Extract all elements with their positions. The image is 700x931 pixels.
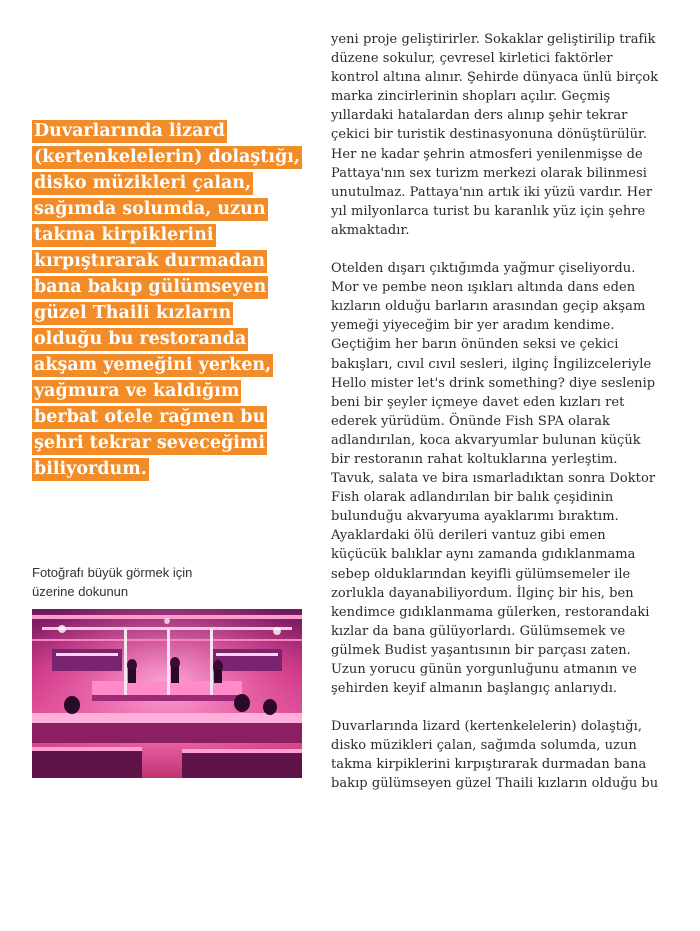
bar-interior-photo[interactable] (32, 609, 302, 778)
pull-quote (32, 118, 304, 482)
photo-caption: Fotoğrafı büyük görmek için üzerine dokunun (32, 565, 193, 599)
pull-quote-text: Duvarlarında lizard (kertenkelelerin) dolaştığı, disko müzikleri çalan, sağımda solumda, uzun takma kirpiklerini kırpıştırarak durmadan bana bakıp gülümseyen güzel Thaili kızların olduğu bu restoranda akşam yemeğini yerken, yağmura ve kaldığım berbat otele rağmen bu şehri tekrar seveceğimi biliyordum. (34, 121, 300, 479)
article-body (331, 30, 663, 794)
article-paragraph-2: Otelden dışarı çıktığımda yağmur çiseliyordu. Mor ve pembe neon ışıkları altında dans eden kızların olduğu barların arasından geçip akşam yemeği yiyeceğim bir yer aradım kendime. Geçtiğim her barın önünden seksi ve çekici bakışları, cıvıl cıvıl sesleri, ilginç İngilizceleriyle Hello mister let's drink something? diye seslenip beni bir şeyler içmeye davet eden kızları ret ederek yürüdüm. Önünde Fish SPA olarak adlandırılan, koca akvaryumlar bulunan küçük bir restoranın rahat koltuklarına yerleştim. Tavuk, salata ve bira ısmarladıktan sonra Doktor Fish olarak adlandırılan bir balık çeşidinin bulunduğu akvaryuma ayaklarımı bıraktım. Ayaklardaki ölü derileri vantuz gibi emen küçücük balıklar aynı zamanda gıdıklanmama sebep olduklarından keyifli gülümsemeler ile zorlukla dayanabiliyordum. İlginç bir his, ben kendimce gıdıklanmama gülerken, restorandaki kızlar da bana gülüyorlardı. Gülümsemek ve gülmek Budist yaşantısının bir parçası zaten. Uzun yorucu günün yorgunluğunu atmanın ve şehirden keyif almanın başlangıç anlarıydı. (331, 261, 656, 697)
article-paragraph-1: yeni proje geliştirirler. Sokaklar geliştirilip trafik düzene sokulur, çevresel kirletici faktörler kontrol altına alınır. Şehirde dünyaca ünlü birçok marka zincirlerinin shopları açılır. Geçmiş yıllardaki hatalardan ders alınıp şehir tekrar çekici bir turistik destinasyonuna dönüştürülür. Her ne kadar şehrin atmosferi yenilenmişse de Pattaya'nın sex turizm merkezi olarak bilinmesi unutulmaz. Pattaya'nın artık iki yüzü vardır. Her yıl milyonlarca turist bu karanlık yüz için şehre akmaktadır. (331, 32, 659, 238)
article-paragraph-3: Duvarlarında lizard (kertenkelelerin) dolaştığı, disko müzikleri çalan, sağımda solumda, uzun takma kirpiklerini kırpıştırarak durmadan bana bakıp gülümseyen güzel Thaili kızların olduğu bu (331, 719, 659, 792)
